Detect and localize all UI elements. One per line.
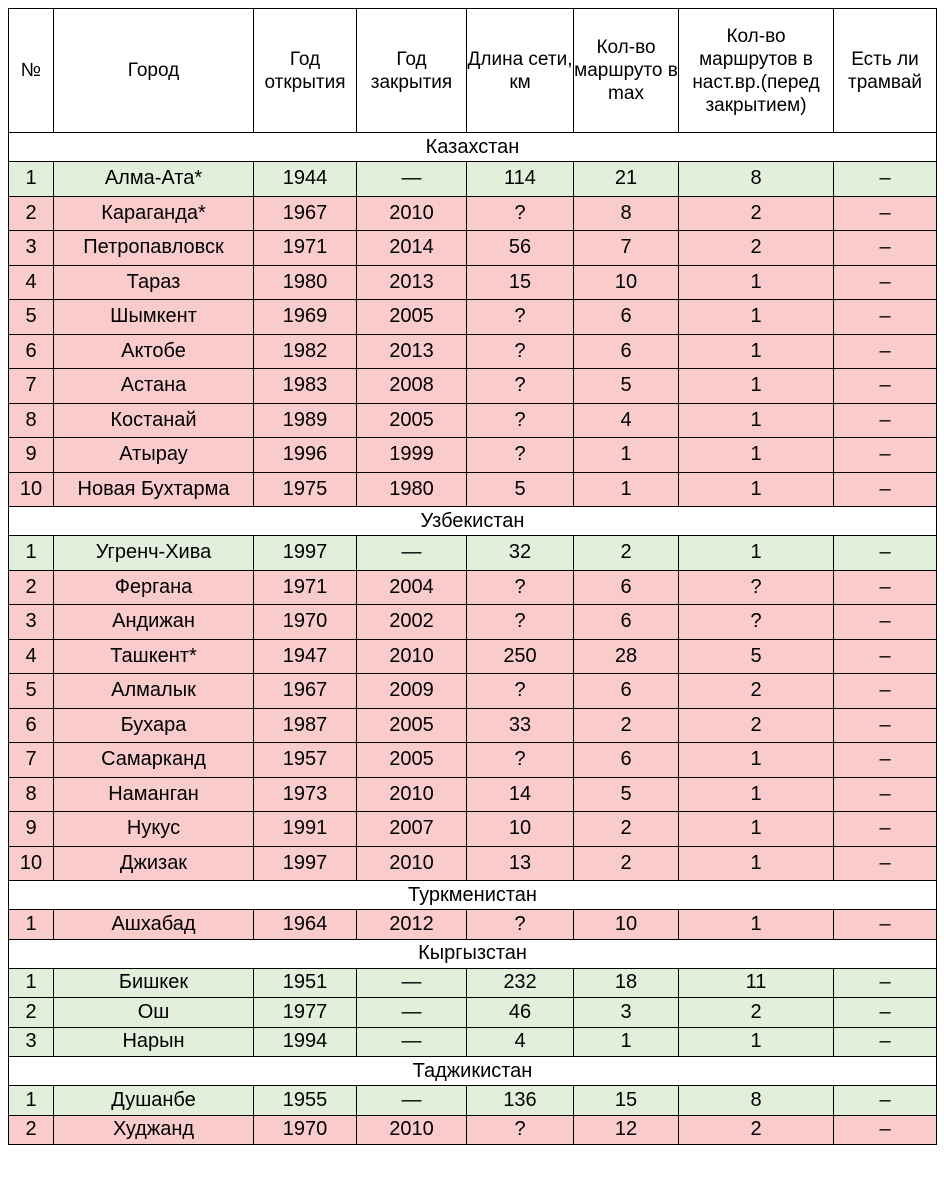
- cell-tram: –: [834, 743, 937, 778]
- country-row: [9, 133, 937, 162]
- cell-network-length: 5: [467, 472, 574, 507]
- cell-city: Астана: [54, 369, 254, 404]
- cell-close-year: —: [357, 998, 467, 1028]
- cell-open-year: 1991: [254, 812, 357, 847]
- cell-tram: –: [834, 231, 937, 266]
- table-row: [9, 1115, 937, 1145]
- cell-routes-max: 4: [574, 403, 679, 438]
- cell-routes-now: 1: [679, 812, 834, 847]
- cell-city: Угренч-Хива: [54, 536, 254, 571]
- table-header: [9, 9, 937, 133]
- table-row: [9, 300, 937, 335]
- cell-open-year: 1947: [254, 639, 357, 674]
- cell-close-year: —: [357, 1027, 467, 1057]
- cell-close-year: 2005: [357, 743, 467, 778]
- table-row: [9, 639, 937, 674]
- table-row: [9, 438, 937, 473]
- cell-network-length: ?: [467, 910, 574, 940]
- header-routes-max: Кол-во маршруто в max: [574, 9, 679, 133]
- cell-open-year: 1997: [254, 536, 357, 571]
- cell-routes-max: 6: [574, 743, 679, 778]
- cell-routes-max: 18: [574, 968, 679, 998]
- cell-network-length: 136: [467, 1086, 574, 1116]
- cell-tram: –: [834, 846, 937, 881]
- cell-routes-max: 5: [574, 777, 679, 812]
- header-close-year: Год закрытия: [357, 9, 467, 133]
- cell-routes-now: ?: [679, 570, 834, 605]
- cell-network-length: ?: [467, 369, 574, 404]
- cell-tram: –: [834, 605, 937, 640]
- cell-city: Алмалык: [54, 674, 254, 709]
- cell-open-year: 1970: [254, 605, 357, 640]
- cell-routes-max: 1: [574, 438, 679, 473]
- cell-network-length: ?: [467, 1115, 574, 1145]
- table-row: [9, 743, 937, 778]
- cell-routes-now: 1: [679, 334, 834, 369]
- cell-routes-now: 2: [679, 708, 834, 743]
- country-name: Казахстан: [9, 133, 937, 162]
- cell-city: Душанбе: [54, 1086, 254, 1116]
- cell-num: 5: [9, 674, 54, 709]
- cell-network-length: ?: [467, 334, 574, 369]
- cell-tram: –: [834, 570, 937, 605]
- table-body: [9, 133, 937, 1145]
- cell-close-year: 2009: [357, 674, 467, 709]
- country-name: Таджикистан: [9, 1057, 937, 1086]
- cell-routes-now: 1: [679, 743, 834, 778]
- cell-open-year: 1994: [254, 1027, 357, 1057]
- country-name: Кыргызстан: [9, 939, 937, 968]
- cell-routes-now: 5: [679, 639, 834, 674]
- country-name: Туркменистан: [9, 881, 937, 910]
- cell-routes-max: 2: [574, 708, 679, 743]
- cell-routes-now: 1: [679, 300, 834, 335]
- cell-city: Ташкент*: [54, 639, 254, 674]
- cell-open-year: 1997: [254, 846, 357, 881]
- cell-routes-now: 1: [679, 846, 834, 881]
- table-row: [9, 846, 937, 881]
- cell-network-length: ?: [467, 743, 574, 778]
- header-city: Город: [54, 9, 254, 133]
- cell-tram: –: [834, 968, 937, 998]
- cell-routes-max: 28: [574, 639, 679, 674]
- cell-routes-max: 1: [574, 472, 679, 507]
- cell-close-year: 2010: [357, 1115, 467, 1145]
- header-row: [9, 9, 937, 133]
- cell-city: Самарканд: [54, 743, 254, 778]
- country-row: [9, 1057, 937, 1086]
- header-routes-now: Кол-во маршрутов в наст.вр.(перед закрытием): [679, 9, 834, 133]
- cell-close-year: 2013: [357, 334, 467, 369]
- table-row: [9, 812, 937, 847]
- cell-routes-now: 1: [679, 536, 834, 571]
- country-row: [9, 939, 937, 968]
- cell-open-year: 1944: [254, 162, 357, 197]
- cell-routes-max: 6: [574, 605, 679, 640]
- cell-num: 6: [9, 708, 54, 743]
- cell-tram: –: [834, 708, 937, 743]
- cell-close-year: 2010: [357, 846, 467, 881]
- cell-routes-now: 2: [679, 1115, 834, 1145]
- cell-routes-max: 12: [574, 1115, 679, 1145]
- cell-city: Актобе: [54, 334, 254, 369]
- cell-city: Караганда*: [54, 196, 254, 231]
- table-row: [9, 968, 937, 998]
- header-network-length: Длина сети, км: [467, 9, 574, 133]
- cell-open-year: 1996: [254, 438, 357, 473]
- cell-close-year: 2005: [357, 300, 467, 335]
- table-row: [9, 369, 937, 404]
- cell-routes-now: 8: [679, 1086, 834, 1116]
- cell-network-length: ?: [467, 300, 574, 335]
- cell-routes-now: 11: [679, 968, 834, 998]
- cell-network-length: ?: [467, 196, 574, 231]
- cell-open-year: 1967: [254, 196, 357, 231]
- cell-close-year: 2014: [357, 231, 467, 266]
- cell-close-year: 2005: [357, 403, 467, 438]
- cell-routes-max: 2: [574, 846, 679, 881]
- cell-city: Новая Бухтарма: [54, 472, 254, 507]
- cell-routes-max: 7: [574, 231, 679, 266]
- cell-network-length: 4: [467, 1027, 574, 1057]
- cell-city: Алма-Ата*: [54, 162, 254, 197]
- country-row: [9, 507, 937, 536]
- cell-routes-max: 6: [574, 300, 679, 335]
- cell-network-length: 232: [467, 968, 574, 998]
- trolleybus-table: [8, 8, 937, 1145]
- cell-num: 10: [9, 472, 54, 507]
- cell-city: Нукус: [54, 812, 254, 847]
- cell-city: Костанай: [54, 403, 254, 438]
- cell-city: Шымкент: [54, 300, 254, 335]
- cell-num: 2: [9, 1115, 54, 1145]
- cell-close-year: 2010: [357, 196, 467, 231]
- cell-num: 7: [9, 743, 54, 778]
- table-row: [9, 998, 937, 1028]
- cell-num: 6: [9, 334, 54, 369]
- cell-num: 3: [9, 605, 54, 640]
- cell-open-year: 1955: [254, 1086, 357, 1116]
- cell-num: 8: [9, 777, 54, 812]
- cell-open-year: 1980: [254, 265, 357, 300]
- cell-open-year: 1982: [254, 334, 357, 369]
- cell-tram: –: [834, 196, 937, 231]
- header-tram: Есть ли трамвай: [834, 9, 937, 133]
- cell-routes-now: 8: [679, 162, 834, 197]
- cell-routes-max: 15: [574, 1086, 679, 1116]
- cell-routes-now: 1: [679, 1027, 834, 1057]
- cell-num: 2: [9, 196, 54, 231]
- header-open-year: Год открытия: [254, 9, 357, 133]
- table-row: [9, 403, 937, 438]
- cell-network-length: ?: [467, 674, 574, 709]
- cell-city: Худжанд: [54, 1115, 254, 1145]
- cell-open-year: 1970: [254, 1115, 357, 1145]
- cell-city: Наманган: [54, 777, 254, 812]
- cell-tram: –: [834, 1086, 937, 1116]
- cell-tram: –: [834, 300, 937, 335]
- cell-close-year: —: [357, 1086, 467, 1116]
- cell-city: Тараз: [54, 265, 254, 300]
- cell-num: 3: [9, 231, 54, 266]
- cell-close-year: 1999: [357, 438, 467, 473]
- cell-close-year: 2012: [357, 910, 467, 940]
- cell-tram: –: [834, 639, 937, 674]
- cell-num: 4: [9, 265, 54, 300]
- cell-open-year: 1971: [254, 570, 357, 605]
- cell-network-length: 15: [467, 265, 574, 300]
- cell-open-year: 1951: [254, 968, 357, 998]
- cell-routes-now: 2: [679, 674, 834, 709]
- table-row: [9, 777, 937, 812]
- table-row: [9, 910, 937, 940]
- cell-city: Андижан: [54, 605, 254, 640]
- cell-city: Джизак: [54, 846, 254, 881]
- cell-city: Фергана: [54, 570, 254, 605]
- table-row: [9, 570, 937, 605]
- cell-close-year: 2004: [357, 570, 467, 605]
- cell-num: 1: [9, 1086, 54, 1116]
- cell-network-length: 10: [467, 812, 574, 847]
- header-num: №: [9, 9, 54, 133]
- cell-tram: –: [834, 334, 937, 369]
- cell-routes-max: 1: [574, 1027, 679, 1057]
- cell-num: 7: [9, 369, 54, 404]
- cell-routes-max: 2: [574, 536, 679, 571]
- cell-network-length: 114: [467, 162, 574, 197]
- cell-routes-max: 6: [574, 674, 679, 709]
- cell-network-length: ?: [467, 570, 574, 605]
- cell-network-length: ?: [467, 403, 574, 438]
- cell-routes-now: ?: [679, 605, 834, 640]
- cell-routes-max: 6: [574, 334, 679, 369]
- cell-routes-max: 2: [574, 812, 679, 847]
- cell-open-year: 1975: [254, 472, 357, 507]
- cell-network-length: ?: [467, 438, 574, 473]
- table-row: [9, 708, 937, 743]
- cell-open-year: 1977: [254, 998, 357, 1028]
- cell-network-length: 14: [467, 777, 574, 812]
- cell-city: Атырау: [54, 438, 254, 473]
- cell-routes-now: 1: [679, 472, 834, 507]
- cell-num: 3: [9, 1027, 54, 1057]
- cell-routes-max: 21: [574, 162, 679, 197]
- cell-network-length: 250: [467, 639, 574, 674]
- table-row: [9, 231, 937, 266]
- cell-num: 9: [9, 812, 54, 847]
- cell-routes-now: 1: [679, 777, 834, 812]
- cell-network-length: 56: [467, 231, 574, 266]
- cell-num: 10: [9, 846, 54, 881]
- cell-tram: –: [834, 812, 937, 847]
- cell-open-year: 1971: [254, 231, 357, 266]
- cell-open-year: 1989: [254, 403, 357, 438]
- cell-routes-now: 1: [679, 438, 834, 473]
- table-row: [9, 674, 937, 709]
- table-row: [9, 472, 937, 507]
- cell-tram: –: [834, 1115, 937, 1145]
- table-row: [9, 334, 937, 369]
- cell-tram: –: [834, 438, 937, 473]
- cell-num: 1: [9, 162, 54, 197]
- cell-routes-max: 5: [574, 369, 679, 404]
- cell-close-year: 2010: [357, 639, 467, 674]
- cell-close-year: 2010: [357, 777, 467, 812]
- cell-tram: –: [834, 162, 937, 197]
- cell-tram: –: [834, 998, 937, 1028]
- cell-close-year: 2008: [357, 369, 467, 404]
- cell-routes-now: 2: [679, 196, 834, 231]
- cell-tram: –: [834, 777, 937, 812]
- cell-tram: –: [834, 674, 937, 709]
- cell-num: 2: [9, 998, 54, 1028]
- cell-city: Петропавловск: [54, 231, 254, 266]
- cell-close-year: 2005: [357, 708, 467, 743]
- cell-num: 1: [9, 968, 54, 998]
- cell-routes-max: 10: [574, 910, 679, 940]
- cell-num: 5: [9, 300, 54, 335]
- table-row: [9, 605, 937, 640]
- cell-tram: –: [834, 472, 937, 507]
- cell-city: Нарын: [54, 1027, 254, 1057]
- cell-network-length: 32: [467, 536, 574, 571]
- table-row: [9, 1027, 937, 1057]
- cell-num: 1: [9, 910, 54, 940]
- table-row: [9, 196, 937, 231]
- cell-network-length: 33: [467, 708, 574, 743]
- cell-num: 1: [9, 536, 54, 571]
- cell-open-year: 1969: [254, 300, 357, 335]
- cell-routes-now: 1: [679, 910, 834, 940]
- cell-routes-now: 2: [679, 998, 834, 1028]
- cell-routes-max: 10: [574, 265, 679, 300]
- cell-city: Ош: [54, 998, 254, 1028]
- cell-close-year: 2007: [357, 812, 467, 847]
- cell-city: Бишкек: [54, 968, 254, 998]
- cell-tram: –: [834, 536, 937, 571]
- cell-network-length: 46: [467, 998, 574, 1028]
- table-row: [9, 265, 937, 300]
- cell-close-year: —: [357, 968, 467, 998]
- cell-routes-max: 6: [574, 570, 679, 605]
- cell-num: 2: [9, 570, 54, 605]
- cell-routes-now: 1: [679, 369, 834, 404]
- cell-network-length: ?: [467, 605, 574, 640]
- cell-tram: –: [834, 1027, 937, 1057]
- cell-tram: –: [834, 265, 937, 300]
- cell-close-year: 1980: [357, 472, 467, 507]
- table-row: [9, 536, 937, 571]
- cell-close-year: —: [357, 536, 467, 571]
- cell-open-year: 1967: [254, 674, 357, 709]
- cell-tram: –: [834, 403, 937, 438]
- cell-close-year: —: [357, 162, 467, 197]
- cell-close-year: 2013: [357, 265, 467, 300]
- cell-routes-max: 3: [574, 998, 679, 1028]
- cell-open-year: 1973: [254, 777, 357, 812]
- cell-routes-now: 1: [679, 265, 834, 300]
- cell-tram: –: [834, 910, 937, 940]
- cell-routes-now: 2: [679, 231, 834, 266]
- cell-routes-max: 8: [574, 196, 679, 231]
- table-row: [9, 1086, 937, 1116]
- cell-routes-now: 1: [679, 403, 834, 438]
- cell-tram: –: [834, 369, 937, 404]
- country-name: Узбекистан: [9, 507, 937, 536]
- cell-open-year: 1987: [254, 708, 357, 743]
- cell-network-length: 13: [467, 846, 574, 881]
- cell-city: Ашхабад: [54, 910, 254, 940]
- cell-open-year: 1983: [254, 369, 357, 404]
- cell-num: 9: [9, 438, 54, 473]
- cell-num: 8: [9, 403, 54, 438]
- cell-open-year: 1964: [254, 910, 357, 940]
- table-row: [9, 162, 937, 197]
- cell-close-year: 2002: [357, 605, 467, 640]
- cell-city: Бухара: [54, 708, 254, 743]
- cell-open-year: 1957: [254, 743, 357, 778]
- cell-num: 4: [9, 639, 54, 674]
- country-row: [9, 881, 937, 910]
